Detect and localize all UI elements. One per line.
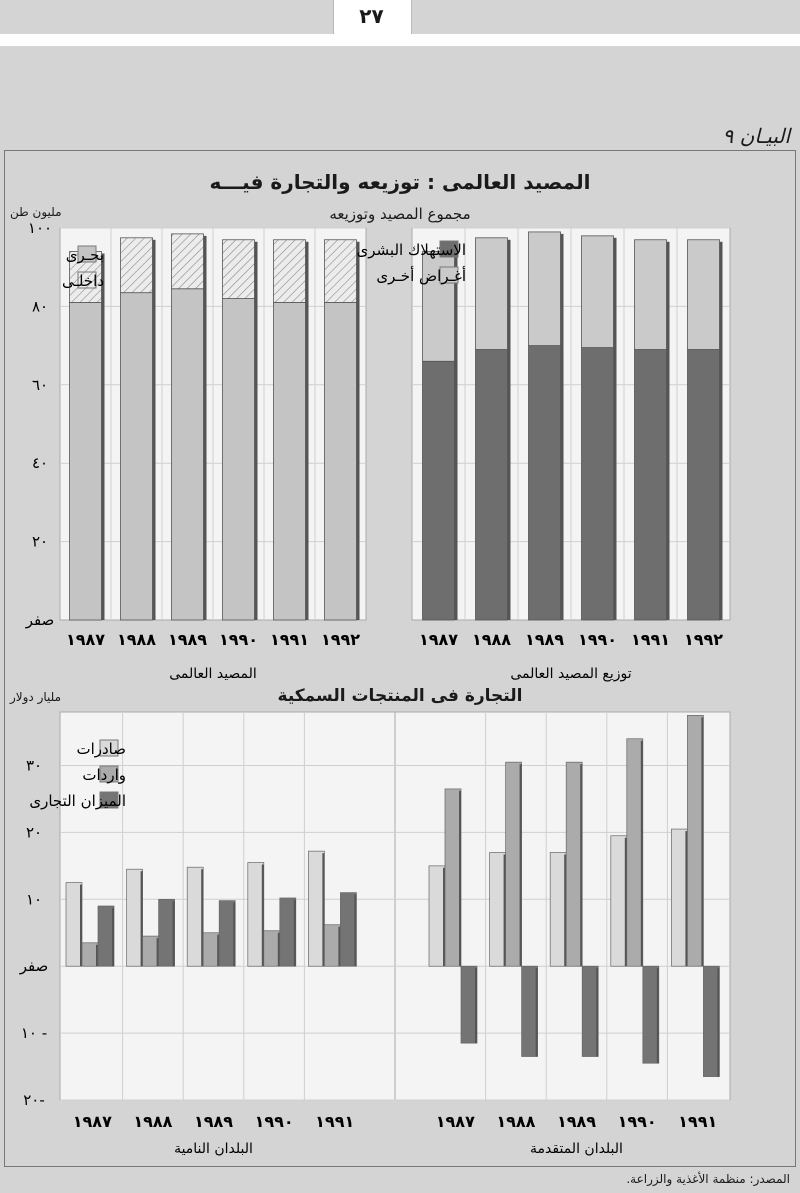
developed-bar-shadow	[717, 968, 719, 1076]
catch-y-tick: ١٠٠	[27, 219, 53, 237]
dist-bar-0	[423, 361, 455, 620]
developed-bar-shadow	[701, 717, 703, 966]
developed-bar-1	[445, 789, 461, 966]
dist-tick-label: ١٩٨٩	[524, 630, 565, 649]
developing-bar-1	[82, 943, 98, 966]
developing-tick-label: ١٩٩١	[315, 1112, 355, 1131]
source-note: المصدر: منظمة الأغذية والزراعة.	[626, 1172, 790, 1186]
developed-bar-2	[522, 966, 538, 1056]
dist-tick-label: ١٩٨٨	[471, 630, 512, 649]
catch-y-tick: ٦٠	[31, 375, 49, 394]
dist-bar-shadow	[508, 240, 511, 620]
dist-bar-0	[582, 348, 614, 620]
catch-bar-shadow	[204, 236, 207, 620]
catch-bar-1	[274, 240, 306, 303]
dist-tick-label: ١٩٩٠	[577, 630, 618, 649]
catch-bar-shadow	[306, 242, 309, 620]
catch-distribution-chart	[357, 228, 730, 682]
catch-legend-label: بحـرى	[65, 246, 104, 264]
upper-unit-label: مليون طن	[10, 205, 62, 219]
catch-bar-shadow	[255, 242, 258, 620]
developing-bar-2	[340, 893, 356, 967]
upper-subtitle: مجموع المصيد وتوزيعه	[329, 205, 471, 223]
catch-bar-shadow	[153, 240, 156, 620]
developing-bar-0	[248, 863, 264, 967]
catch-tick-label: ١٩٩١	[269, 630, 310, 649]
dist-xlabel: توزيع المصيد العالمى	[510, 666, 632, 682]
catch-y-tick: ٨٠	[31, 297, 49, 316]
developed-bar-1	[506, 762, 522, 966]
dist-tick-label: ١٩٩٢	[683, 630, 724, 649]
catch-bar-1	[223, 240, 255, 299]
trade-y-tick: صفر	[19, 957, 49, 976]
dist-bar-1	[529, 232, 561, 346]
catch-tick-label: ١٩٨٩	[167, 630, 208, 649]
developed-bar-shadow	[580, 764, 582, 966]
trade-legend-label: الميزان التجارى	[29, 792, 126, 810]
developed-tick-label: ١٩٨٧	[435, 1112, 475, 1131]
catch-tick-label: ١٩٩٠	[218, 630, 259, 649]
developing-tick-label: ١٩٨٧	[72, 1112, 112, 1131]
developed-bar-1	[566, 762, 582, 966]
dist-bar-shadow	[614, 238, 617, 620]
developing-bar-1	[264, 931, 280, 966]
developing-bar-2	[159, 899, 175, 966]
developed-bar-1	[687, 715, 703, 966]
developing-bar-0	[66, 883, 82, 967]
developed-bar-shadow	[520, 764, 522, 966]
developed-bar-0	[671, 829, 687, 966]
developing-bar-shadow	[294, 900, 296, 966]
developing-bar-0	[308, 851, 324, 966]
trade-chart-title: التجارة فى المنتجات السمكية	[277, 686, 523, 706]
catch-bar-shadow	[357, 242, 360, 620]
catch-bar-1	[172, 234, 204, 289]
catch-y-tick: ٢٠	[31, 532, 49, 551]
lower-unit-label: مليار دولار	[10, 690, 62, 704]
developing-tick-label: ١٩٩٠	[254, 1112, 294, 1131]
dist-bar-shadow	[667, 242, 670, 620]
trade-legend-label: واردات	[82, 766, 126, 784]
developed-bar-2	[643, 966, 659, 1063]
dist-legend-label: أغـراض أخـرى	[376, 267, 466, 285]
world-catch-chart	[25, 219, 366, 682]
main-title: المصيد العالمى : توزيعه والتجارة فيـــه	[209, 170, 591, 194]
developing-bar-shadow	[354, 895, 356, 967]
developing-bar-shadow	[233, 903, 235, 967]
catch-bar-0	[121, 293, 153, 620]
dist-bar-shadow	[455, 254, 458, 620]
developed-bar-shadow	[641, 741, 643, 966]
catch-bar-0	[172, 289, 204, 620]
developing-tick-label: ١٩٨٨	[133, 1112, 173, 1131]
catch-xlabel: المصيد العالمى	[169, 666, 257, 682]
developed-bar-shadow	[596, 968, 598, 1056]
catch-tick-label: ١٩٨٧	[65, 630, 106, 649]
developing-bar-2	[280, 898, 296, 966]
developed-bar-2	[703, 966, 719, 1076]
dist-bar-shadow	[561, 234, 564, 620]
trade-y-tick: ٢٠-	[23, 1091, 45, 1109]
trade-y-tick: ٣٠	[25, 756, 43, 775]
catch-y-tick: صفر	[25, 611, 55, 629]
catch-tick-label: ١٩٨٨	[116, 630, 157, 649]
dist-tick-label: ١٩٨٧	[418, 630, 459, 649]
catch-y-tick: ٤٠	[31, 454, 49, 473]
dist-bar-0	[688, 350, 720, 620]
fish-trade-chart	[19, 712, 730, 1157]
trade-legend-label: صادرات	[76, 740, 126, 758]
developing-bar-shadow	[173, 901, 175, 966]
trade-y-tick: ١٠	[25, 890, 43, 909]
developing-tick-label: ١٩٨٩	[193, 1112, 234, 1131]
developing-xlabel: البلدان النامية	[174, 1141, 253, 1157]
developed-bar-2	[582, 966, 598, 1056]
developing-bar-1	[324, 925, 340, 966]
catch-bar-0	[70, 302, 102, 620]
developing-bar-shadow	[112, 908, 114, 966]
dist-bar-1	[582, 236, 614, 348]
developed-bar-shadow	[459, 791, 461, 966]
developed-bar-2	[461, 966, 477, 1043]
dist-bar-shadow	[720, 242, 723, 620]
catch-bar-shadow	[102, 254, 105, 620]
dist-bar-1	[476, 238, 508, 350]
developed-bar-shadow	[657, 968, 659, 1063]
developed-bar-shadow	[475, 968, 477, 1043]
dist-tick-label: ١٩٩١	[630, 630, 671, 649]
page-number: ٢٧	[359, 4, 384, 28]
developing-bar-0	[187, 867, 203, 966]
dist-bar-0	[476, 350, 508, 620]
dist-bar-1	[688, 240, 720, 350]
developed-bar-shadow	[536, 968, 538, 1056]
figure-label: البيـان ٩	[722, 124, 790, 148]
dist-bar-1	[635, 240, 667, 350]
developing-bar-1	[143, 936, 159, 966]
trade-y-tick: ٢٠	[25, 823, 43, 842]
catch-legend-label: داخلـى	[62, 272, 104, 290]
developed-bar-0	[550, 852, 566, 966]
developed-xlabel: البلدان المتقدمة	[530, 1141, 623, 1157]
developed-tick-label: ١٩٨٩	[556, 1112, 597, 1131]
catch-bar-0	[223, 299, 255, 620]
dist-legend-label: الاستهلاك البشرى	[356, 241, 466, 259]
developed-tick-label: ١٩٩١	[678, 1112, 718, 1131]
developed-tick-label: ١٩٨٨	[496, 1112, 536, 1131]
developed-bar-0	[611, 836, 627, 966]
developed-tick-label: ١٩٩٠	[617, 1112, 657, 1131]
catch-bar-0	[274, 302, 306, 620]
trade-y-tick: ١٠ -	[20, 1024, 48, 1043]
developed-bar-0	[490, 852, 506, 966]
developed-bar-0	[429, 866, 445, 966]
dist-bar-0	[635, 350, 667, 620]
catch-bar-0	[325, 302, 357, 620]
catch-bar-1	[325, 240, 357, 303]
dist-bar-0	[529, 346, 561, 620]
developing-bar-1	[203, 933, 219, 966]
catch-tick-label: ١٩٩٢	[320, 630, 361, 649]
developing-bar-0	[127, 869, 143, 966]
developing-bar-2	[98, 906, 114, 966]
developing-bar-2	[219, 901, 235, 967]
developed-bar-1	[627, 739, 643, 966]
catch-bar-1	[121, 238, 153, 293]
